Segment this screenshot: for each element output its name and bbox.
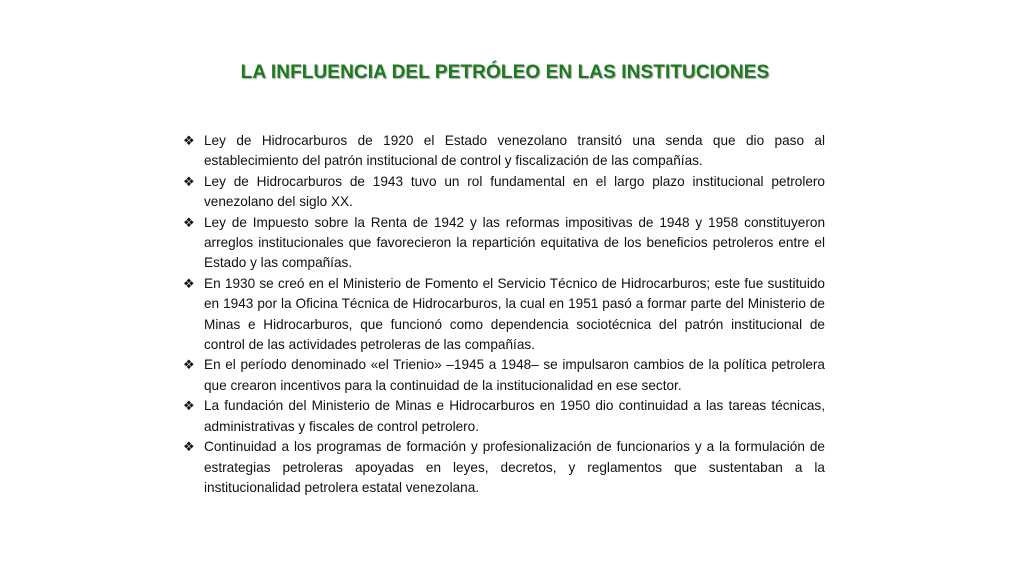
- diamond-bullet-icon: ❖: [183, 214, 195, 230]
- list-item-text: Ley de Impuesto sobre la Renta de 1942 y las reformas impositivas de 1948 y 1958 constituyeron arreglos institucionales que favorecieron la repartición equitativa de los beneficios petroleros entre el Estado y las compañías.: [204, 214, 825, 271]
- list-item: [183, 213, 825, 274]
- list-item: [183, 274, 825, 356]
- diamond-bullet-icon: ❖: [183, 173, 195, 189]
- list-item-text: En 1930 se creó en el Ministerio de Fomento el Servicio Técnico de Hidrocarburos; este fue sustituido en 1943 por la Oficina Técnica de Hidrocarburos, la cual en 1951 pasó a formar parte del Ministerio de Minas e Hidrocarburos, que funcionó como dependencia sociotécnica del patrón institucional de control de las actividades petroleras de las compañías.: [204, 275, 825, 353]
- list-item-text: Continuidad a los programas de formación y profesionalización de funcionarios y a la formulación de estrategias petroleras apoyadas en leyes, decretos, y reglamentos que sustentaban a la institucionalidad petrolera estatal venezolana.: [204, 439, 825, 495]
- list-item-text: En el período denominado «el Trienio» –1945 a 1948– se impulsaron cambios de la política petrolera que crearon incentivos para la continuidad de la institucionalidad en ese sector.: [204, 357, 825, 393]
- slide-title: LA INFLUENCIA DEL PETRÓLEO EN LAS INSTITUCIONES: [240, 62, 770, 83]
- diamond-bullet-icon: ❖: [183, 133, 195, 148]
- diamond-bullet-icon: ❖: [183, 357, 195, 373]
- list-item: [183, 355, 825, 396]
- list-item: [183, 131, 825, 172]
- diamond-bullet-icon: ❖: [183, 398, 195, 414]
- diamond-bullet-icon: ❖: [183, 275, 195, 291]
- list-item-text: Ley de Hidrocarburos de 1920 el Estado venezolano transitó una senda que dio paso al establecimiento del patrón institucional de control y fiscalización de las compañías.: [204, 133, 825, 169]
- list-item-text: Ley de Hidrocarburos de 1943 tuvo un rol fundamental en el largo plazo institucional petrolero venezolano del siglo XX.: [204, 173, 825, 210]
- list-item-text: La fundación del Ministerio de Minas e Hidrocarburos en 1950 dio continuidad a las tareas técnicas, administrativas y fiscales de control petrolero.: [204, 398, 825, 434]
- list-item: [183, 437, 825, 498]
- list-item: [183, 396, 825, 437]
- bullet-list: [183, 131, 825, 498]
- list-item: [183, 172, 825, 213]
- diamond-bullet-icon: ❖: [183, 439, 195, 455]
